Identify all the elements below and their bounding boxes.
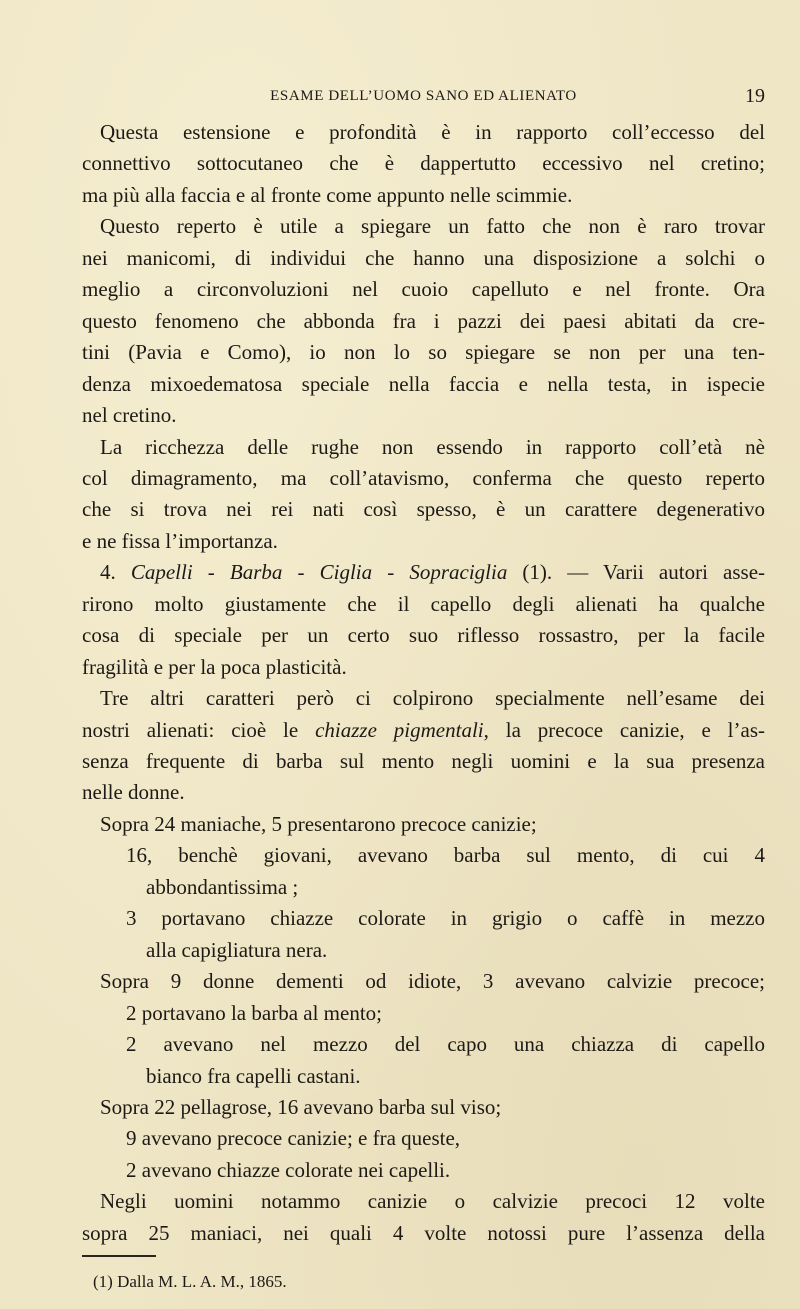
text-segment: 2 avevano nel mezzo del capo una chiazza di capello xyxy=(126,1032,765,1057)
text-segment: che si trova nei rei nati così spesso, è un carattere degenerativo xyxy=(82,497,765,522)
text-line xyxy=(82,401,765,429)
text-line xyxy=(82,370,765,398)
italic-text: Capelli - Barba - Ciglia - Sopraciglia xyxy=(130,560,508,585)
text-line xyxy=(82,338,765,366)
page-header xyxy=(82,85,765,112)
text-line xyxy=(126,999,765,1027)
text-segment: Sopra 24 maniache, 5 presentarono precoce canizie; xyxy=(100,811,537,836)
text-line xyxy=(146,936,765,964)
text-segment: (1). — Varii autori asse- xyxy=(507,560,765,585)
text-line xyxy=(82,527,765,555)
text-line xyxy=(126,1156,765,1184)
text-line xyxy=(100,118,765,146)
text-segment: e ne fissa l’importanza. xyxy=(82,528,278,553)
text-segment: cosa di speciale per un certo suo riflesso rossastro, per la facile xyxy=(82,623,765,648)
text-line xyxy=(146,1062,765,1090)
text-line xyxy=(126,1124,765,1152)
text-segment: col dimagramento, ma coll’atavismo, conferma che questo reperto xyxy=(82,465,765,490)
text-segment: 2 avevano chiazze colorate nei capelli. xyxy=(126,1157,451,1182)
text-line xyxy=(82,275,765,303)
text-segment: Sopra 9 donne dementi od idiote, 3 avevano calvizie precoce; xyxy=(100,969,765,994)
text-segment: meglio a circonvoluzioni nel cuoio capelluto e nel fronte. Ora xyxy=(82,277,765,302)
text-line xyxy=(82,590,765,618)
italic-text: chiazze pigmentali xyxy=(315,717,484,742)
text-segment: La ricchezza delle rughe non essendo in rapporto coll’età nè xyxy=(100,434,765,459)
text-line xyxy=(100,212,765,240)
text-segment: nelle donne. xyxy=(82,780,185,805)
text-line xyxy=(82,716,765,744)
text-segment: Tre altri caratteri però ci colpirono specialmente nell’esame dei xyxy=(100,686,765,711)
footnote-rule xyxy=(82,1255,156,1257)
text-line xyxy=(100,1093,765,1121)
text-line xyxy=(82,653,765,681)
text-line xyxy=(100,558,765,586)
text-segment: tini (Pavia e Como), io non lo so spiegare se non per una ten- xyxy=(82,340,765,365)
text-segment: 3 portavano chiazze colorate in grigio o caffè in mezzo xyxy=(126,906,765,931)
text-line xyxy=(126,904,765,932)
text-segment: nel cretino. xyxy=(82,403,177,428)
text-line xyxy=(82,1219,765,1247)
text-line xyxy=(100,1187,765,1215)
text-segment: abbondantissima ; xyxy=(146,874,299,899)
text-segment: , la precoce canizie, e l’as- xyxy=(483,717,765,742)
running-title: ESAME DELL’UOMO SANO ED ALIENATO xyxy=(270,88,577,104)
text-segment: fragilità e per la poca plasticità. xyxy=(82,654,347,679)
text-line xyxy=(82,495,765,523)
text-line xyxy=(82,181,765,209)
text-segment: 16, benchè giovani, avevano barba sul mento, di cui 4 xyxy=(126,843,765,868)
text-segment: 2 portavano la barba al mento; xyxy=(126,1000,382,1025)
text-segment: alla capigliatura nera. xyxy=(146,937,328,962)
text-segment: sopra 25 maniaci, nei quali 4 volte notossi pure l’assenza della xyxy=(82,1220,765,1245)
text-segment: connettivo sottocutaneo che è dappertutto eccessivo nel cretino; xyxy=(82,151,765,176)
text-segment: rirono molto giustamente che il capello degli alienati ha qualche xyxy=(82,591,765,616)
text-segment: questo fenomeno che abbonda fra i pazzi dei paesi abitati da cre- xyxy=(82,308,765,333)
page-number: 19 xyxy=(745,85,765,107)
text-segment: ma più alla faccia e al fronte come appunto nelle scimmie. xyxy=(82,182,573,207)
text-line xyxy=(82,621,765,649)
text-line xyxy=(100,810,765,838)
text-segment: Questa estensione e profondità è in rapporto coll’eccesso del xyxy=(100,120,765,144)
text-segment: bianco fra capelli castani. xyxy=(146,1063,361,1088)
text-line xyxy=(100,684,765,712)
text-segment: nostri alienati: cioè le xyxy=(82,717,316,742)
text-segment: nei manicomi, di individui che hanno una disposizione a solchi o xyxy=(82,245,765,270)
text-line xyxy=(100,433,765,461)
text-segment: 4. xyxy=(100,560,131,585)
text-line xyxy=(82,307,765,335)
text-segment: Questo reperto è utile a spiegare un fatto che non è raro trovar xyxy=(100,214,765,239)
text-line xyxy=(82,464,765,492)
text-line xyxy=(82,747,765,775)
text-segment: 9 avevano precoce canizie; e fra queste, xyxy=(126,1126,461,1151)
text-line xyxy=(126,841,765,869)
text-segment: denza mixoedematosa speciale nella faccia e nella testa, in ispecie xyxy=(82,371,765,396)
text-segment: Negli uomini notammo canizie o calvizie precoci 12 volte xyxy=(100,1189,765,1214)
text-line xyxy=(82,244,765,272)
text-segment: Sopra 22 pellagrose, 16 avevano barba sul viso; xyxy=(100,1094,502,1119)
footnote: (1) Dalla M. L. A. M., 1865. xyxy=(93,1272,287,1291)
text-line xyxy=(82,149,765,177)
text-segment: senza frequente di barba sul mento negli uomini e la sua presenza xyxy=(82,749,765,773)
text-line xyxy=(126,1030,765,1058)
text-line xyxy=(82,778,765,806)
text-line xyxy=(100,967,765,995)
text-line xyxy=(146,873,765,901)
